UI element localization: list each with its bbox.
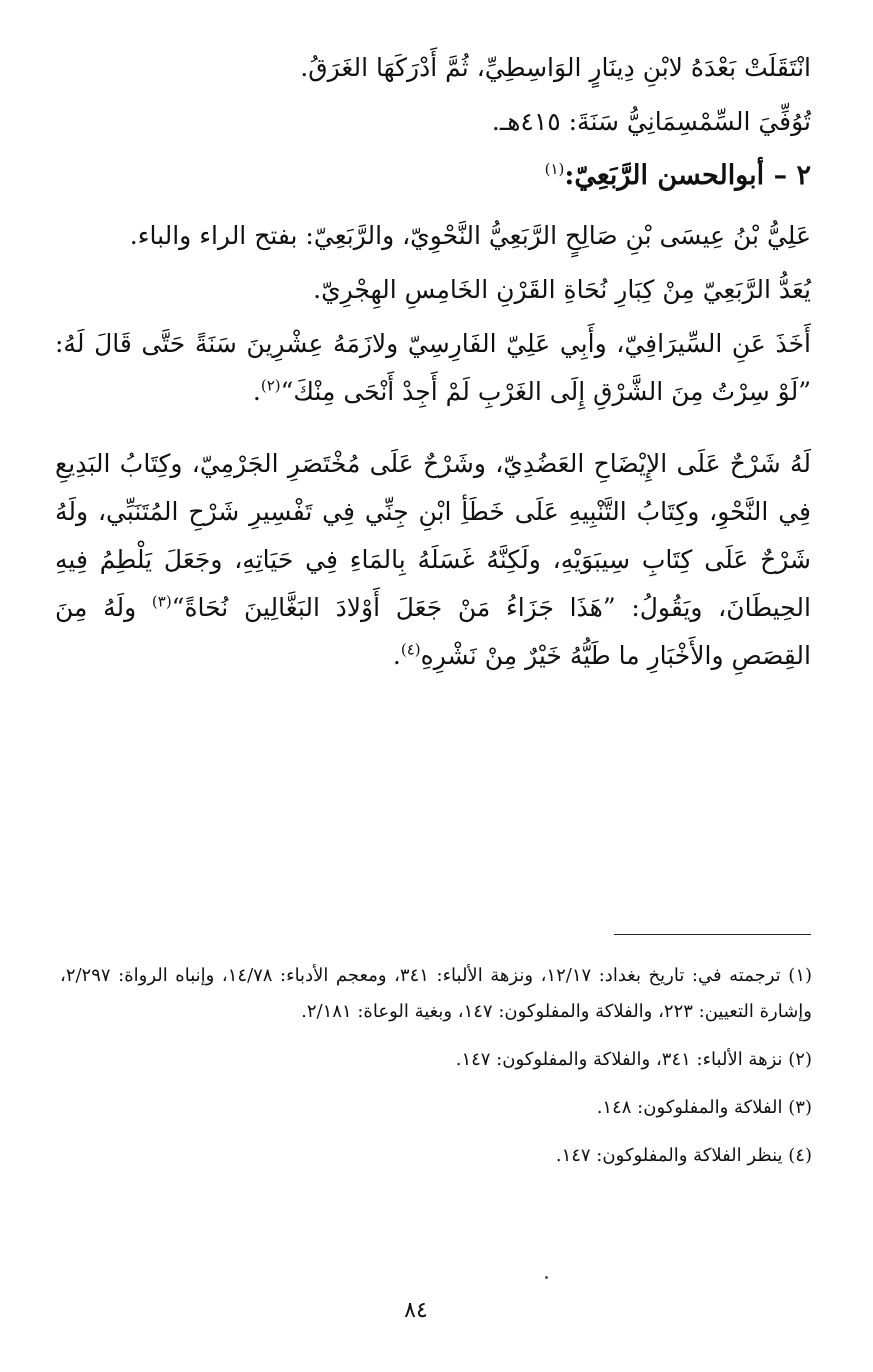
footnote-ref-4: (٤): [400, 640, 421, 659]
paragraph-works-text-2: ولَهُ مِنَ القِصَصِ والأَخْبَارِ ما طَيُّهُ خَيْرٌ مِنْ نَشْرِهِ: [55, 593, 811, 670]
footnote-2-text: نزهة الألباء: ٣٤١، والفلاكة والمفلوكون: ١٤٧.: [455, 1049, 783, 1070]
paragraph-name: عَلِيُّ بْنُ عِيسَى بْنِ صَالِحٍ الرَّبَعِيُّ النَّحْوِيّ، والرَّبَعِيّ: بفتح الراء والباء.: [129, 221, 811, 250]
footnote-2: [60, 1042, 812, 1078]
footnote-1-number: (١): [788, 965, 813, 986]
paragraph-teachers-end: .: [252, 377, 261, 406]
footnote-4: [60, 1138, 812, 1174]
paragraph-teachers: [55, 320, 811, 416]
paragraph-works-text: لَهُ شَرْحٌ عَلَى الإِيْضَاحِ العَضُدِيّ، وشَرْحٌ عَلَى مُخْتَصَرِ الجَرْمِيّ، وكِتَابُ البَدِيعِ فِي النَّحْوِ، وكِتَابُ التَّنْبِيهِ عَلَى خَطَأِ ابْنِ جِنِّي فِي تَفْسِيرِ شَرْحِ المُتَنَبِّي، ولَهُ شَرْحٌ عَلَى كِتَابِ سِيبَوَيْهِ، ولَكِنَّهُ غَسَلَهُ بِالمَاءِ فِي حَيَاتِهِ، وجَعَلَ يَلْطِمُ فِيهِ الحِيطَانَ، ويَقُولُ: ”هَذَا جَزَاءُ مَنْ جَعَلَ أَوْلادَ البَغَّالِينَ نُحَاةً“: [55, 449, 811, 622]
section-heading-text: ٢ – أبوالحسن الرَّبَعِيّ:: [564, 160, 811, 191]
paragraph-works-end: .: [392, 641, 401, 670]
footnotes: [60, 958, 812, 1186]
footnote-separator: [614, 934, 811, 935]
footnote-3-number: (٣): [788, 1097, 812, 1118]
main-text: [55, 44, 811, 680]
footnote-1: [60, 958, 812, 1030]
paragraph-teachers-text: أَخَذَ عَنِ السِّيرَافِيّ، وأَبِي عَلِيّ الفَارِسِيّ ولازَمَهُ عِشْرِينَ سَنَةً حَتَّى قَالَ لَهُ: ”لَوْ سِرْتُ مِنَ الشَّرْقِ إِلَى الغَرْبِ لَمْ أَجِدْ أَنْحَى مِنْكَ“: [55, 329, 811, 406]
footnote-ref-2: (٢): [260, 376, 281, 395]
paragraph-works: [55, 440, 811, 680]
paragraph-1: انْتَقَلَتْ بَعْدَهُ لابْنِ دِينَارٍ الوَاسِطِيِّ، ثُمَّ أَدْرَكَهَا الغَرَقُ.: [300, 53, 811, 82]
footnote-ref-3: (٣): [151, 592, 172, 611]
scan-speck: [545, 1276, 548, 1279]
footnote-2-number: (٢): [788, 1049, 812, 1070]
footnote-4-number: (٤): [788, 1145, 812, 1166]
section-heading: [55, 152, 811, 200]
footnote-ref-1: (١): [544, 160, 565, 178]
footnote-1-text: ترجمته في: تاريخ بغداد: ١٢/١٧، ونزهة الألباء: ٣٤١، ومعجم الأدباء: ١٤/٧٨، وإنباه الرواة: ٢/٢٩٧، وإشارة التعيين: ٢٢٣، والفلاكة والمفلوكون: ١٤٧، وبغية الوعاة: ٢/١٨١.: [60, 965, 812, 1022]
paragraph-rank: يُعَدُّ الرَّبَعِيّ مِنْ كِبَارِ نُحَاةِ القَرْنِ الخَامِسِ الهِجْرِيّ.: [313, 275, 811, 304]
footnote-3: [60, 1090, 812, 1126]
footnote-3-text: الفلاكة والمفلوكون: ١٤٨.: [596, 1097, 783, 1118]
paragraph-2: تُوُفِّيَ السِّمْسِمَانِيُّ سَنَةَ: ٤١٥هـ.: [491, 107, 811, 136]
footnote-4-text: ينظر الفلاكة والمفلوكون: ١٤٧.: [555, 1145, 783, 1166]
page-number: ٨٤: [404, 1298, 428, 1323]
